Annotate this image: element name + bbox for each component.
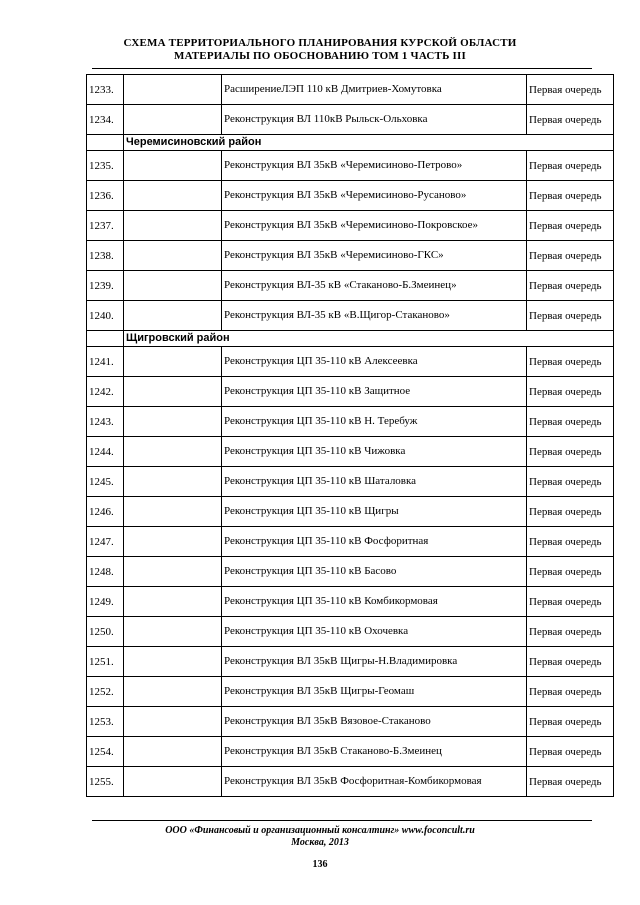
row-blank-cell <box>124 737 222 767</box>
table-row <box>87 737 614 767</box>
table-row <box>87 241 614 271</box>
row-number: 1241. <box>87 347 124 377</box>
table-body <box>87 75 614 797</box>
row-number: 1252. <box>87 677 124 707</box>
section-title: Щигровский район <box>124 331 614 347</box>
row-project-name: Реконструкция ВЛ 35кВ Щигры-Н.Владимировка <box>222 647 527 677</box>
row-blank-cell <box>124 271 222 301</box>
row-project-name: Реконструкция ВЛ 35кВ Фосфоритная-Комбикормовая <box>222 767 527 797</box>
section-title: Черемисиновский район <box>124 135 614 151</box>
table-row <box>87 647 614 677</box>
row-number: 1239. <box>87 271 124 301</box>
table-row <box>87 767 614 797</box>
row-blank-cell <box>124 647 222 677</box>
row-stage: Первая очередь <box>527 211 614 241</box>
table-row <box>87 75 614 105</box>
row-blank-cell <box>124 677 222 707</box>
row-blank-cell <box>124 617 222 647</box>
row-project-name: Реконструкция ВЛ 35кВ «Черемисиново-ГКС» <box>222 241 527 271</box>
header-subtitle: МАТЕРИАЛЫ ПО ОБОСНОВАНИЮ ТОМ 1 ЧАСТЬ III <box>174 50 466 62</box>
row-number: 1243. <box>87 407 124 437</box>
row-project-name: Реконструкция ВЛ-35 кВ «В.Щигор-Стаканово» <box>222 301 527 331</box>
row-blank-cell <box>124 211 222 241</box>
row-stage: Первая очередь <box>527 407 614 437</box>
row-project-name: Реконструкция ЦП 35-110 кВ Чижовка <box>222 437 527 467</box>
row-project-name: Реконструкция ВЛ 35кВ «Черемисиново-Покровское» <box>222 211 527 241</box>
row-stage: Первая очередь <box>527 105 614 135</box>
row-project-name: Реконструкция ВЛ 110кВ Рыльск-Ольховка <box>222 105 527 135</box>
row-project-name: Реконструкция ЦП 35-110 кВ Алексеевка <box>222 347 527 377</box>
row-stage: Первая очередь <box>527 587 614 617</box>
row-project-name: Реконструкция ВЛ 35кВ «Черемисиново-Русаново» <box>222 181 527 211</box>
row-number: 1248. <box>87 557 124 587</box>
row-number: 1244. <box>87 437 124 467</box>
row-stage: Первая очередь <box>527 617 614 647</box>
row-blank-cell <box>124 707 222 737</box>
row-number: 1238. <box>87 241 124 271</box>
row-project-name: Реконструкция ВЛ 35кВ Щигры-Геомаш <box>222 677 527 707</box>
row-stage: Первая очередь <box>527 557 614 587</box>
row-stage: Первая очередь <box>527 527 614 557</box>
table-row <box>87 557 614 587</box>
row-stage: Первая очередь <box>527 677 614 707</box>
row-number: 1254. <box>87 737 124 767</box>
table-row <box>87 211 614 241</box>
row-stage: Первая очередь <box>527 707 614 737</box>
row-blank-cell <box>124 151 222 181</box>
table-row <box>87 151 614 181</box>
row-project-name: Реконструкция ЦП 35-110 кВ Защитное <box>222 377 527 407</box>
row-blank-cell <box>124 347 222 377</box>
footer-company: ООО «Финансовый и организационный консалтинг» www.foconcult.ru <box>165 825 475 836</box>
row-number: 1245. <box>87 467 124 497</box>
row-blank-cell <box>124 437 222 467</box>
row-blank-cell <box>124 181 222 211</box>
row-stage: Первая очередь <box>527 271 614 301</box>
section-empty-cell <box>87 331 124 347</box>
row-number: 1236. <box>87 181 124 211</box>
section-row <box>87 135 614 151</box>
table-row <box>87 467 614 497</box>
row-number: 1235. <box>87 151 124 181</box>
row-blank-cell <box>124 497 222 527</box>
header-title: СХЕМА ТЕРРИТОРИАЛЬНОГО ПЛАНИРОВАНИЯ КУРСКОЙ ОБЛАСТИ <box>123 37 517 49</box>
row-number: 1253. <box>87 707 124 737</box>
header-divider <box>92 68 592 69</box>
table-row <box>87 105 614 135</box>
table-row <box>87 437 614 467</box>
row-number: 1242. <box>87 377 124 407</box>
row-number: 1249. <box>87 587 124 617</box>
row-project-name: Реконструкция ВЛ 35кВ Стаканово-Б.Змеинец <box>222 737 527 767</box>
row-project-name: Реконструкция ЦП 35-110 кВ Шаталовка <box>222 467 527 497</box>
row-blank-cell <box>124 407 222 437</box>
row-stage: Первая очередь <box>527 767 614 797</box>
row-project-name: Реконструкция ВЛ 35кВ «Черемисиново-Петрово» <box>222 151 527 181</box>
section-row <box>87 331 614 347</box>
row-project-name: Реконструкция ЦП 35-110 кВ Комбикормовая <box>222 587 527 617</box>
row-blank-cell <box>124 767 222 797</box>
table-row <box>87 587 614 617</box>
row-number: 1240. <box>87 301 124 331</box>
row-project-name: Реконструкция ВЛ 35кВ Вязовое-Стаканово <box>222 707 527 737</box>
row-project-name: Реконструкция ВЛ-35 кВ «Стаканово-Б.Змеинец» <box>222 271 527 301</box>
row-blank-cell <box>124 75 222 105</box>
section-empty-cell <box>87 135 124 151</box>
table-row <box>87 271 614 301</box>
row-number: 1251. <box>87 647 124 677</box>
row-stage: Первая очередь <box>527 497 614 527</box>
table-row <box>87 527 614 557</box>
table-row <box>87 347 614 377</box>
table-row <box>87 707 614 737</box>
row-number: 1247. <box>87 527 124 557</box>
table-row <box>87 181 614 211</box>
row-stage: Первая очередь <box>527 301 614 331</box>
table-row <box>87 377 614 407</box>
row-project-name: Реконструкция ЦП 35-110 кВ Охочевка <box>222 617 527 647</box>
row-blank-cell <box>124 557 222 587</box>
row-stage: Первая очередь <box>527 75 614 105</box>
document-footer <box>0 825 640 849</box>
row-number: 1246. <box>87 497 124 527</box>
row-project-name: РасширениеЛЭП 110 кВ Дмитриев-Хомутовка <box>222 75 527 105</box>
row-stage: Первая очередь <box>527 347 614 377</box>
row-project-name: Реконструкция ЦП 35-110 кВ Фосфоритная <box>222 527 527 557</box>
row-number: 1250. <box>87 617 124 647</box>
row-number: 1234. <box>87 105 124 135</box>
row-stage: Первая очередь <box>527 377 614 407</box>
row-stage: Первая очередь <box>527 647 614 677</box>
row-stage: Первая очередь <box>527 181 614 211</box>
row-blank-cell <box>124 467 222 497</box>
row-number: 1255. <box>87 767 124 797</box>
table-row <box>87 677 614 707</box>
row-stage: Первая очередь <box>527 737 614 767</box>
table-row <box>87 497 614 527</box>
row-project-name: Реконструкция ЦП 35-110 кВ Щигры <box>222 497 527 527</box>
row-stage: Первая очередь <box>527 241 614 271</box>
row-blank-cell <box>124 377 222 407</box>
row-number: 1233. <box>87 75 124 105</box>
row-blank-cell <box>124 241 222 271</box>
document-header <box>0 37 640 63</box>
row-number: 1237. <box>87 211 124 241</box>
table-row <box>87 617 614 647</box>
row-project-name: Реконструкция ЦП 35-110 кВ Басово <box>222 557 527 587</box>
row-blank-cell <box>124 527 222 557</box>
projects-table <box>86 74 614 797</box>
row-stage: Первая очередь <box>527 437 614 467</box>
row-stage: Первая очередь <box>527 151 614 181</box>
row-project-name: Реконструкция ЦП 35-110 кВ Н. Теребуж <box>222 407 527 437</box>
footer-divider <box>92 820 592 821</box>
row-blank-cell <box>124 105 222 135</box>
table-row <box>87 301 614 331</box>
footer-city-year: Москва, 2013 <box>291 837 349 848</box>
page-number: 136 <box>312 859 328 870</box>
row-blank-cell <box>124 587 222 617</box>
table-row <box>87 407 614 437</box>
row-blank-cell <box>124 301 222 331</box>
row-stage: Первая очередь <box>527 467 614 497</box>
